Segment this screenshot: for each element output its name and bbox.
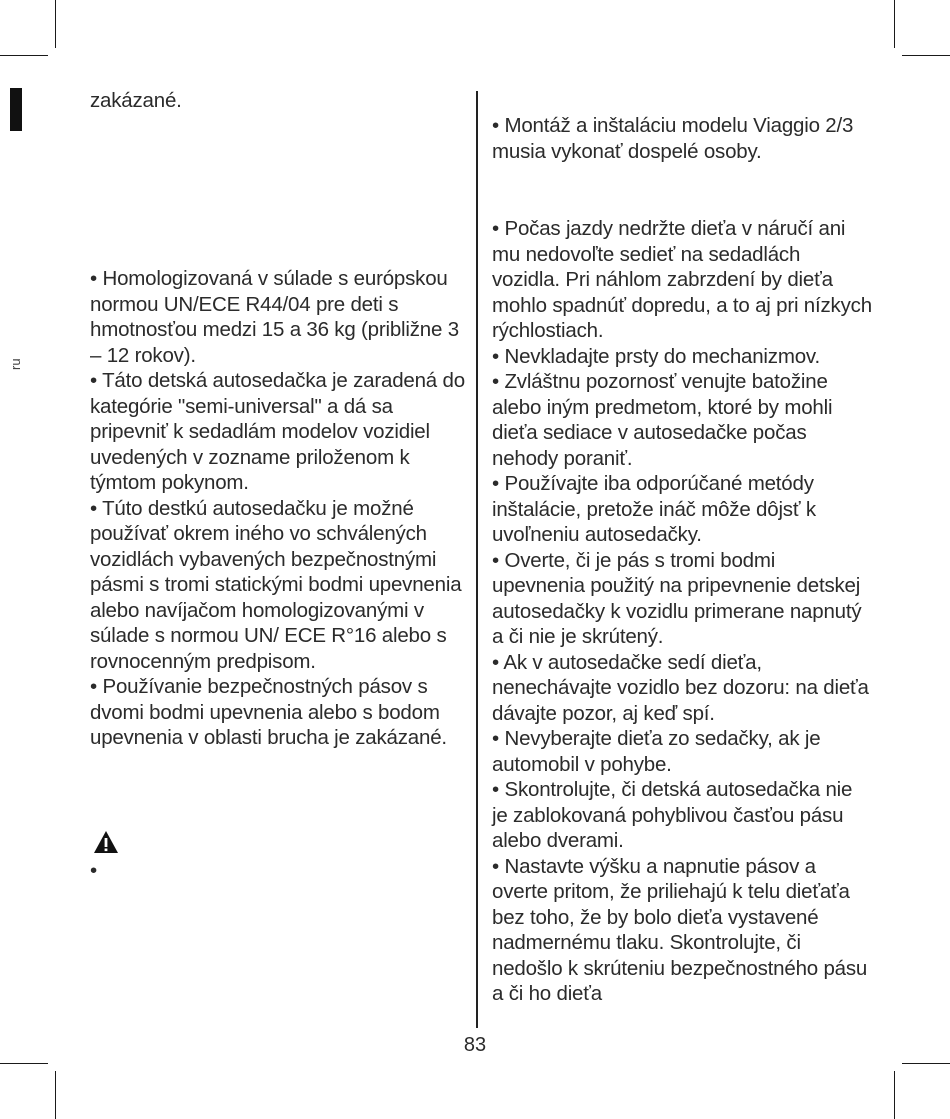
list-item: • Zvláštnu pozornosť venujte batožine alebo iným predmetom, ktoré by mohli dieťa sediace v autosedačke počas nehody poraniť. — [492, 370, 833, 470]
crop-mark — [902, 55, 950, 56]
crop-mark — [0, 1063, 48, 1064]
list-item: • Homologizovaná v súlade s európskou normou UN/ECE R44/04 pre deti s hmotnosťou medzi 15 a 36 kg (približne 3 – 12 rokov). — [90, 267, 459, 367]
list-item: • Nevkladajte prsty do mechanizmov. — [492, 344, 820, 368]
list-item: • Nevyberajte dieťa zo sedačky, ak je automobil v pohybe. — [492, 727, 821, 776]
section-marker-bar — [10, 88, 22, 131]
list-item: • Skontrolujte, či detská autosedačka nie je zablokovaná pohyblivou časťou pásu alebo dverami. — [492, 778, 853, 852]
list-item: • Overte, či je pás s tromi bodmi upevnenia použitý na pripevnenie detskej autosedačky k vozidlu primerane napnutý a či nie je skrútený. — [492, 548, 862, 648]
list-item: • Počas jazdy nedržte dieťa v náručí ani mu nedovoľte sedieť na sedadlách vozidla. Pri náhlom zabrzdení by dieťa mohlo spadnúť dopredu, a to aj pri nízkych rýchlostiach. — [492, 217, 872, 342]
left-column-list — [90, 266, 475, 751]
crop-mark — [55, 0, 56, 48]
left-column-top-text — [90, 88, 470, 114]
list-item: • Montáž a inštaláciu modelu Viaggio 2/3 musia vykonať dospelé osoby. — [492, 114, 854, 163]
list-item: • Používajte iba odporúčané metódy inštalácie, pretože ináč môže dôjsť k uvoľneniu autosedačky. — [492, 472, 816, 546]
page-number: 83 — [463, 1034, 487, 1056]
crop-mark — [894, 1071, 895, 1119]
language-tab: ru — [8, 358, 23, 370]
empty-bullet: • — [90, 859, 98, 882]
list-item: • Túto destkú autosedačku je možné používať okrem iného vo schválených vozidlách vybavených bezpečnostnými pásmi s tromi statickými bodmi upevnenia alebo navíjačom homologizovanými v súlade s normou UN/ ECE R°16 alebo s rovnocenným predpisom. — [90, 496, 462, 673]
list-item: • Ak v autosedačke sedí dieťa, nenechávajte vozidlo bez dozoru: na dieťa dávajte pozor, aj keď spí. — [492, 650, 869, 725]
paragraph: zakázané. — [90, 89, 182, 112]
column-divider — [476, 91, 478, 1028]
crop-mark — [902, 1063, 950, 1064]
right-column-list — [492, 216, 872, 1007]
list-item: • Používanie bezpečnostných pásov s dvomi bodmi upevnenia alebo s bodom upevnenia v oblasti brucha je zakázané. — [90, 675, 447, 749]
list-item: • Táto detská autosedačka je zaradená do kategórie "semi-universal" a dá sa pripevniť k sedadlám modelov vozidiel uvedených v zozname priloženom k týmtom pokynom. — [90, 369, 465, 494]
right-column-first-item — [492, 113, 872, 164]
crop-mark — [55, 1071, 56, 1119]
crop-mark — [0, 55, 48, 56]
warning-triangle-icon — [93, 830, 119, 854]
crop-mark — [894, 0, 895, 48]
list-item: • Nastavte výšku a napnutie pásov a overte pritom, že priliehajú k telu dieťaťa bez toho, že by bolo dieťa vystavené nadmernému tlaku. Skontrolujte, či nedošlo k skrúteniu bezpečnostného pásu a či ho dieťa — [492, 854, 868, 1005]
